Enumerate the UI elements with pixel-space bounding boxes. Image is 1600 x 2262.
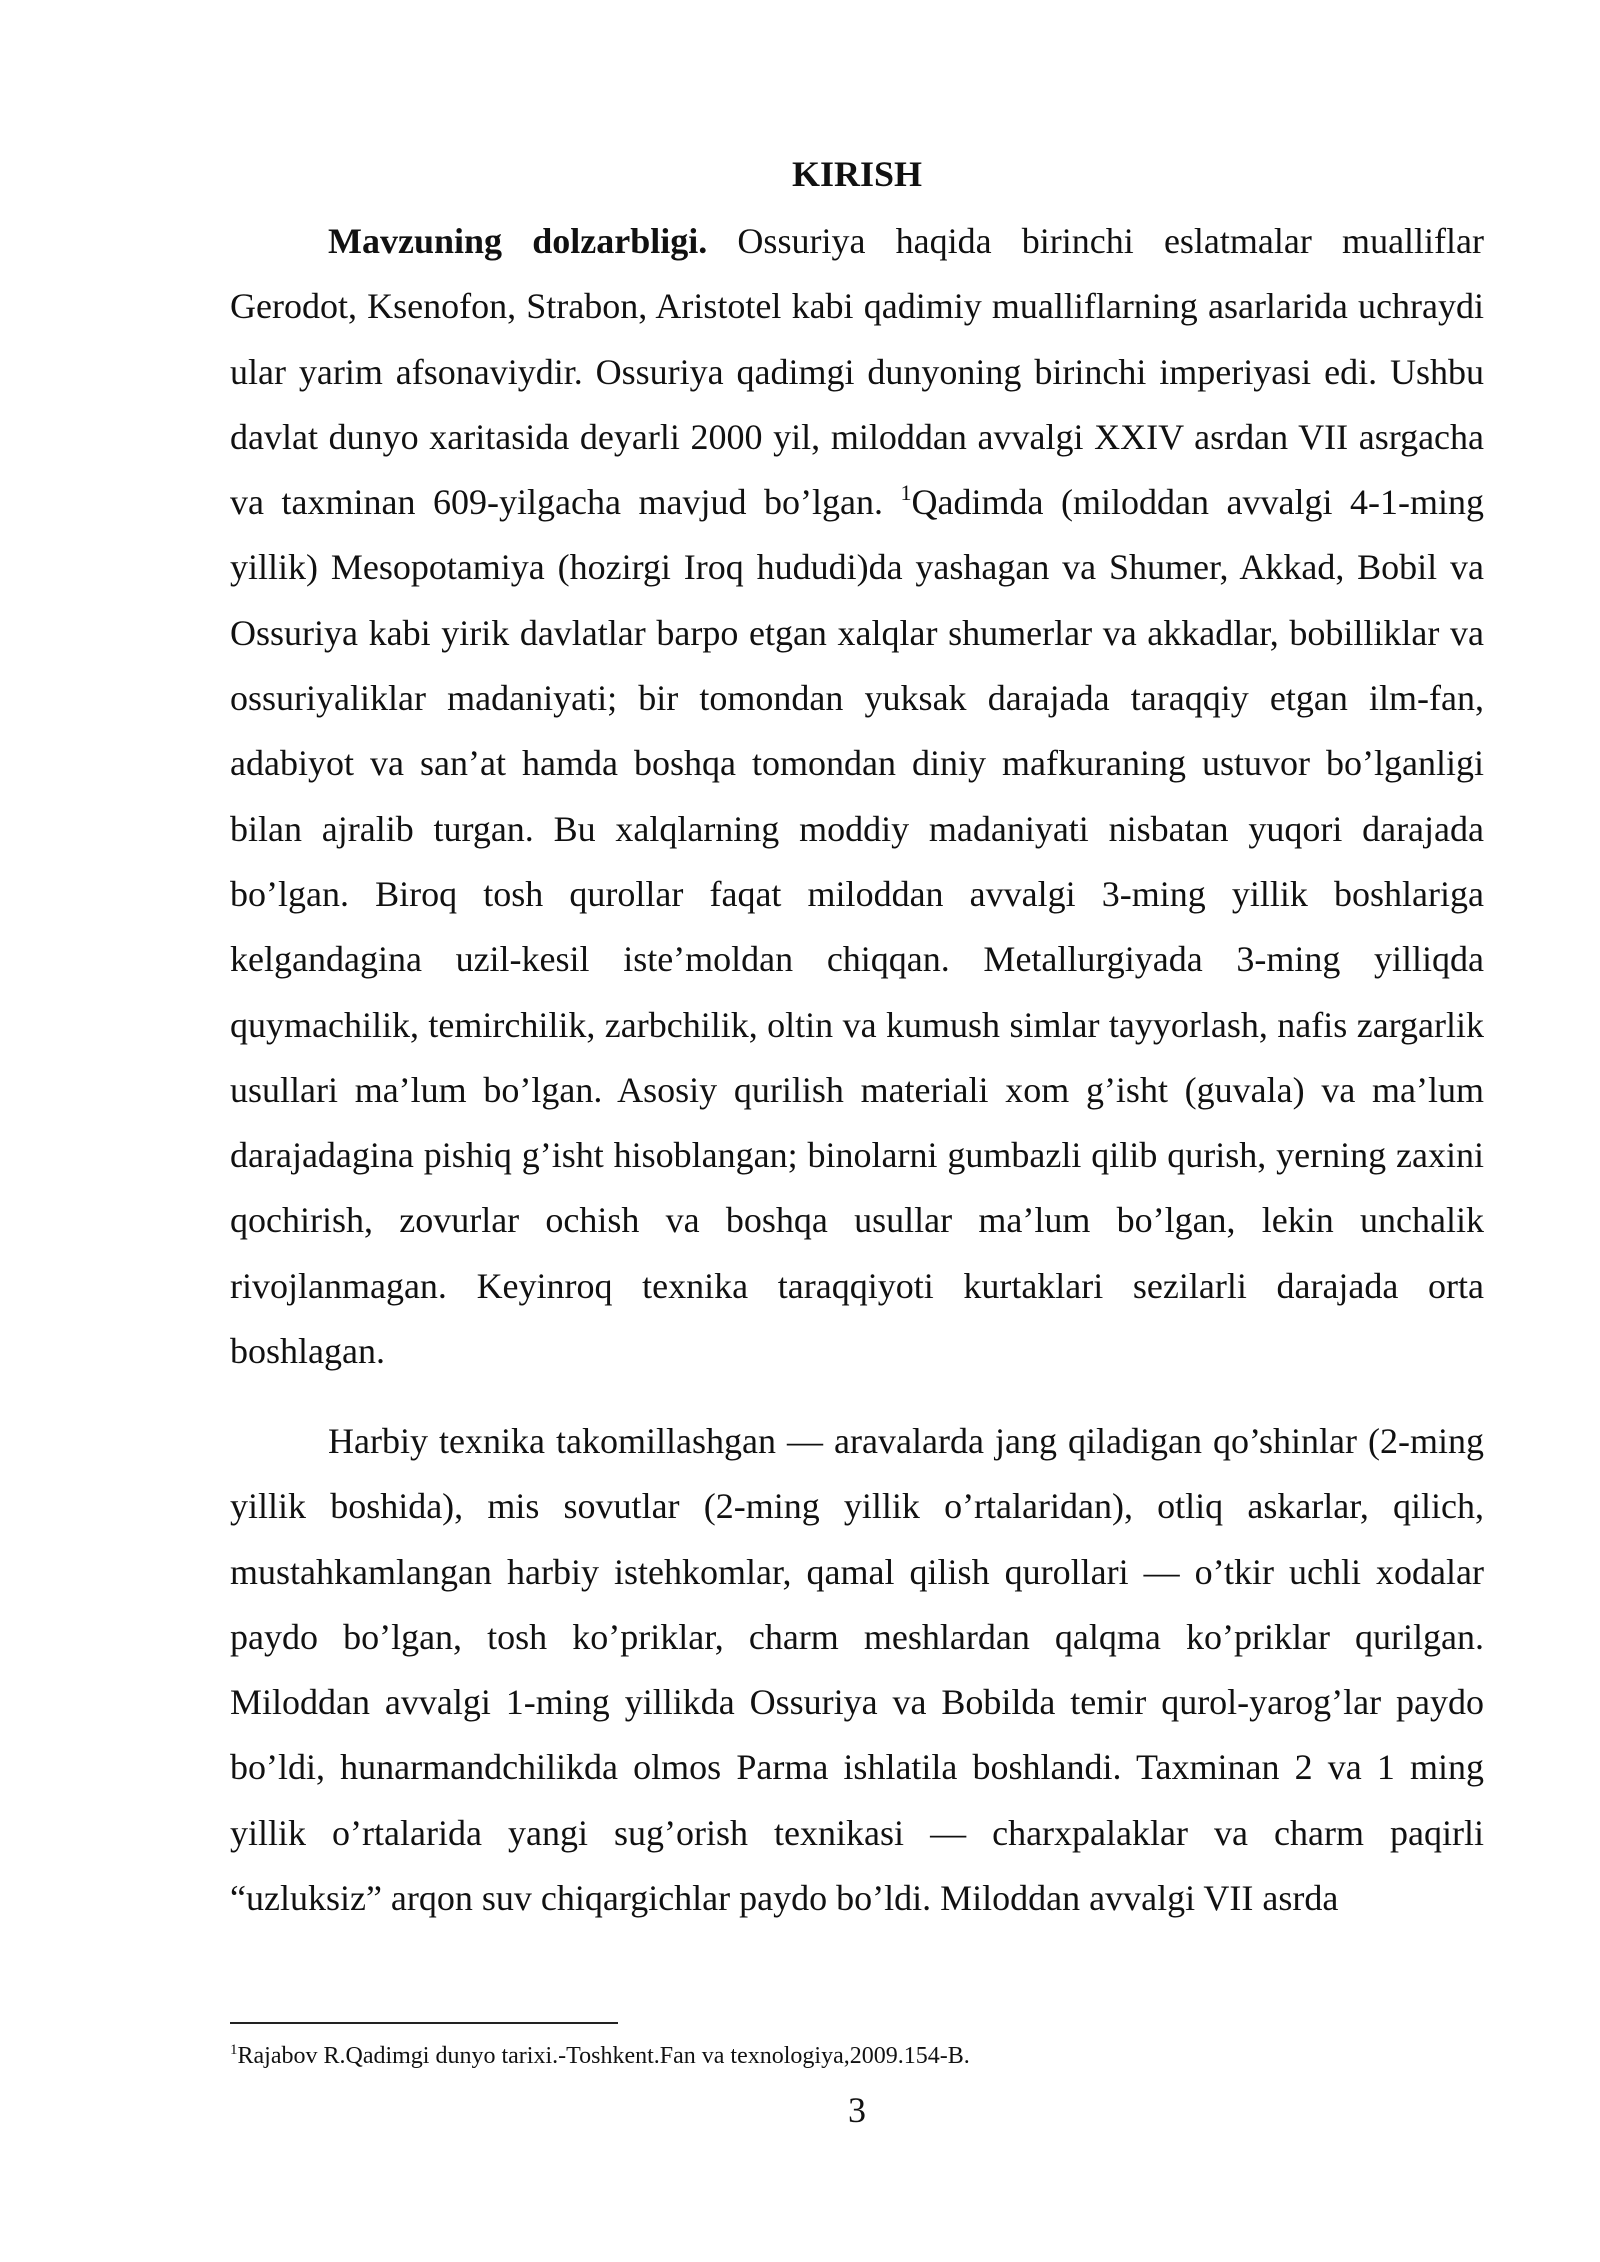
page-title: KIRISH (791, 154, 923, 194)
footnote-text: Rajabov R.Qadimgi dunyo tarixi.-Toshkent.Fan va texnologiya,2009.154-B. (237, 2043, 970, 2069)
page-number: 3 (848, 2090, 866, 2130)
footnote-separator (230, 2022, 618, 2024)
paragraph-text: Harbiy texnika takomillashgan — aravalarda jang qiladigan qo’shinlar (2-ming yillik boshida), mis sovutlar (2-ming yillik o’rtalaridan), otliq askarlar, qilich, mustahkamlangan harbiy istehkomlar, qamal qilish qurollari — o’tkir uchli xodalar paydo bo’lgan, tosh ko’priklar, charm meshlardan qalqma ko’priklar qurilgan. Miloddan avvalgi 1-ming yillikda Ossuriya va Bobilda temir qurol-yarog’lar paydo bo’ldi, hunarmandchilikda olmos Parma ishlatila boshlandi. Taxminan 2 va 1 ming yillik o’rtalarida yangi sug’orish texnikasi — charxpalaklar va charm paqirli “uzluksiz” arqon suv chiqargichlar paydo bo’ldi. Miloddan avvalgi VII asrda (230, 1421, 1484, 1919)
paragraph-text: Qadimda (miloddan avvalgi 4-1-ming yillik) Mesopotamiya (hozirgi Iroq hududi)da yashagan va Shumer, Akkad, Bobil va Ossuriya kabi yirik davlatlar barpo etgan xalqlar shumerlar va akkadlar, bobilliklar va ossuriyaliklar madaniyati; bir tomondan yuksak darajada taraqqiy etgan ilm-fan, adabiyot va san’at hamda boshqa tomondan diniy mafkuraning ustuvor bo’lganligi bilan ajralib turgan. Bu xalqlarning moddiy madaniyati nisbatan yuqori darajada bo’lgan. Biroq tosh qurollar faqat miloddan avvalgi 3-ming yillik boshlariga kelgandagina uzil-kesil iste’moldan chiqqan. Metallurgiyada 3-ming yilliqda quymachilik, temirchilik, zarbchilik, oltin va kumush simlar tayyorlash, nafis zargarlik usullari ma’lum bo’lgan. Asosiy qurilish materiali xom g’isht (guvala) va ma’lum darajadagina pishiq g’isht hisoblangan; binolarni gumbazli qilib qurish, yerning zaxini qochirish, zovurlar ochish va boshqa usullar ma’lum bo’lgan, lekin unchalik rivojlanmagan. Keyinroq texnika taraqqiyoti kurtaklari sezilarli darajada orta boshlagan. (230, 482, 1484, 1372)
footnote (230, 2040, 1484, 2072)
section-lead: Mavzuning dolzarbligi. (328, 221, 708, 261)
paragraph-relevance (230, 209, 1484, 1384)
paragraph-military-technology (230, 1409, 1484, 1931)
paragraph-text: Ossuriya haqida birinchi eslatmalar mualliflar Gerodot, Ksenofon, Strabon, Aristotel kabi qadimiy mualliflarning asarlarida uchraydi ular yarim afsonaviydir. Ossuriya qadimgi dunyoning birinchi imperiyasi edi. Ushbu davlat dunyo xaritasida deyarli 2000 yil, miloddan avvalgi XXIV asrdan VII asrgacha va taxminan 609-yilgacha mavjud bo’lgan. (230, 221, 1485, 523)
footnote-reference: 1 (900, 480, 912, 506)
footnote-marker: 1 (230, 2042, 238, 2058)
